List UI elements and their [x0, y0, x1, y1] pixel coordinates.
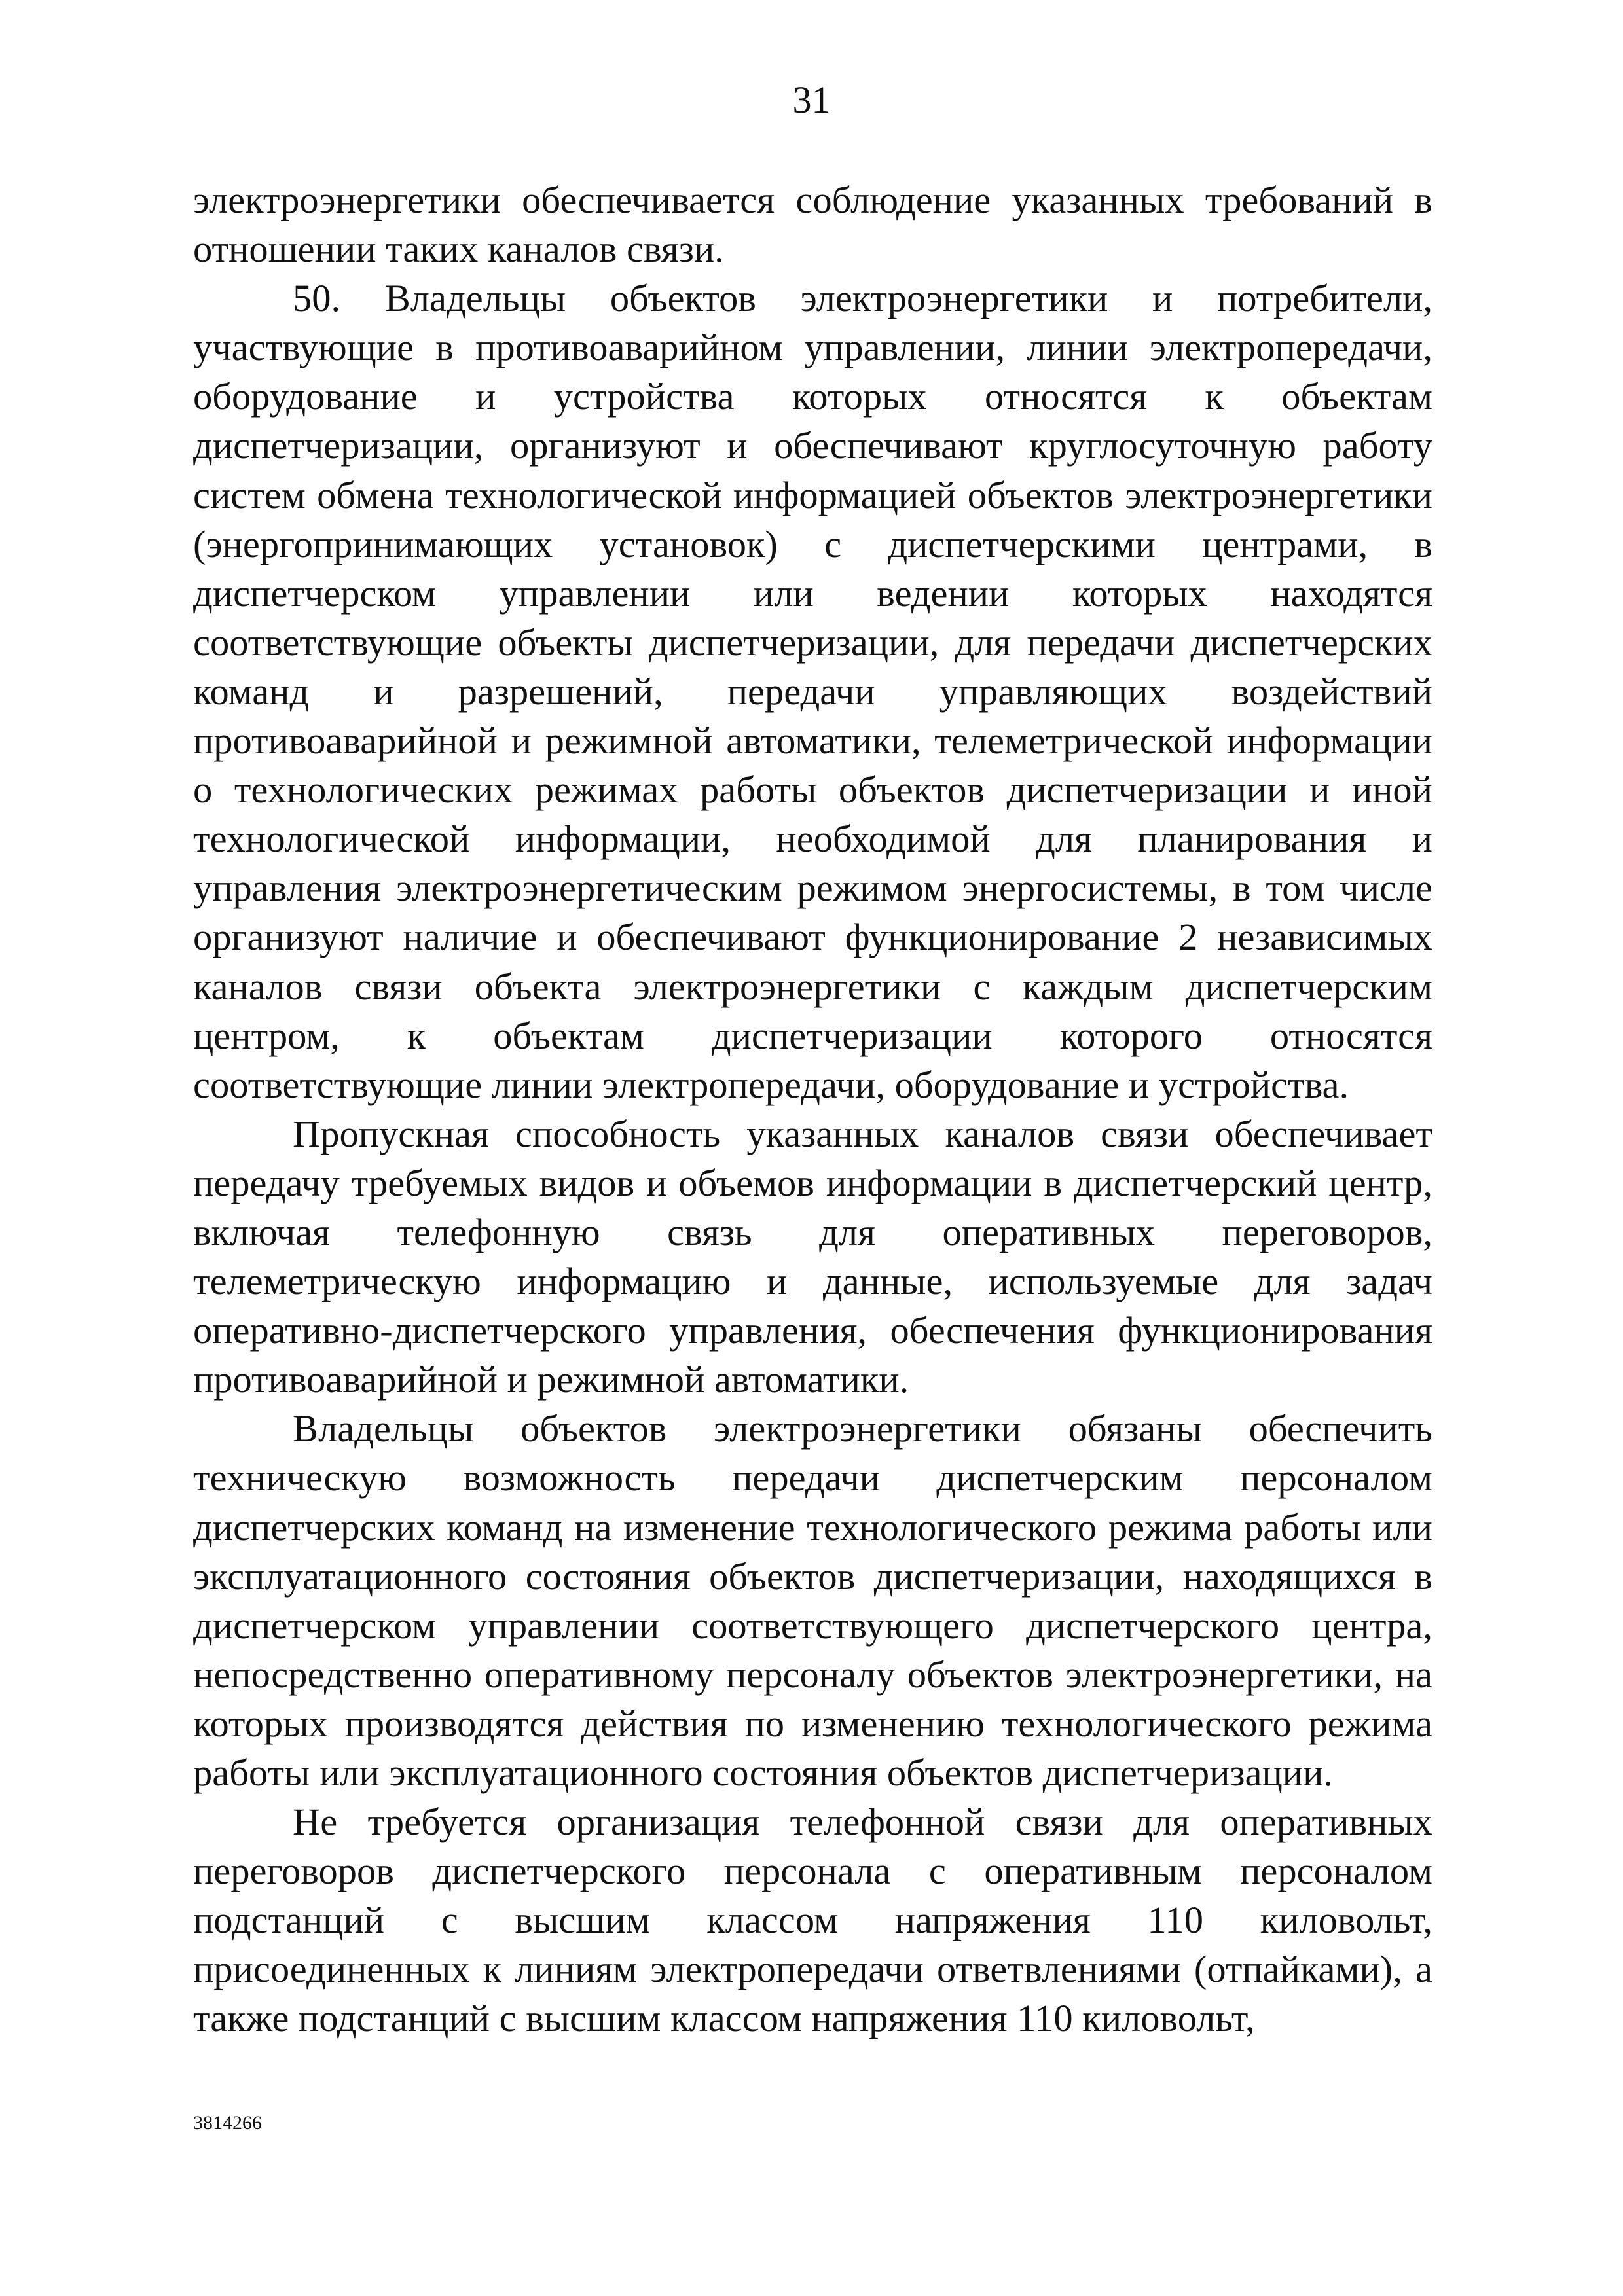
paragraph-item-50: 50. Владельцы объектов электроэнергетики и потребители, участвующие в противоаварийном управлении, линии электропередачи, оборудование и устройства которых относятся к объектам диспетчеризации, организуют и обеспечивают круглосуточную работу систем обмена технологической информацией объектов электроэнергетики (энергопринимающих установок) с диспетчерскими центрами, в диспетчерском управлении или ведении которых находятся соответствующие объекты диспетчеризации, для передачи диспетчерских команд и разрешений, передачи управляющих воздействий противоаварийной и режимной автоматики, телеметрической информации о технологических режимах работы объектов диспетчеризации и иной технологической информации, необходимой для планирования и управления электроэнергетическим режимом энергосистемы, в том числе организуют наличие и обеспечивают функционирование 2 независимых каналов связи объекта электроэнергетики с каждым диспетчерским центром, к объектам диспетчеризации которого относятся соответствующие линии электропередачи, оборудование и устройства.	[193, 277, 1432, 1106]
paragraph-continuation: электроэнергетики обеспечивается соблюдение указанных требований в отношении таких каналов связи.	[193, 179, 1432, 271]
paragraph-owners-obligation: Владельцы объектов электроэнергетики обязаны обеспечить техническую возможность передачи диспетчерским персоналом диспетчерских команд на изменение технологического режима работы или эксплуатационного состояния объектов диспетчеризации, находящихся в диспетчерском управлении соответствующего диспетчерского центра, непосредственно оперативному персоналу объектов электроэнергетики, на которых производятся действия по изменению технологического режима работы или эксплуатационного состояния объектов диспетчеризации.	[193, 1407, 1432, 1794]
paragraph-telephone-exception: Не требуется организация телефонной связи для оперативных переговоров диспетчерского персонала с оперативным персоналом подстанций с высшим классом напряжения 110 киловольт, присоединенных к линиям электропередачи ответвлениями (отпайками), а также подстанций с высшим классом напряжения 110 киловольт,	[193, 1801, 1432, 2040]
page-number: 31	[792, 79, 831, 121]
document-code: 3814266	[193, 2112, 262, 2134]
document-body	[193, 175, 1432, 2043]
paragraph-bandwidth: Пропускная способность указанных каналов связи обеспечивает передачу требуемых видов и объемов информации в диспетчерский центр, включая телефонную связь для оперативных переговоров, телеметрическую информацию и данные, используемые для задач оперативно-диспетчерского управления, обеспечения функционирования противоаварийной и режимной автоматики.	[193, 1112, 1432, 1401]
